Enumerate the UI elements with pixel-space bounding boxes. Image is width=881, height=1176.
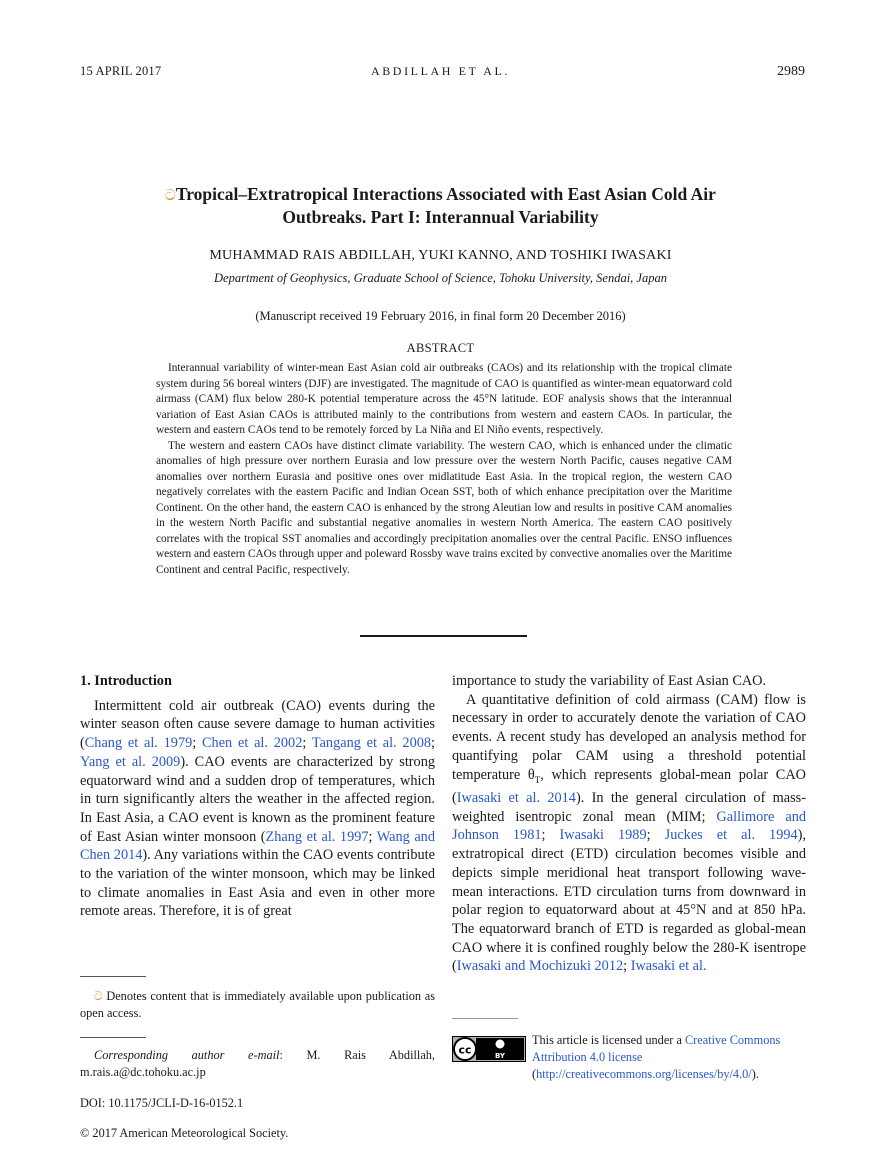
page-number: 2989 bbox=[777, 64, 805, 79]
license-link[interactable]: Creative Commons Attribution 4.0 license bbox=[532, 1033, 781, 1064]
citation-link[interactable]: Iwasaki 1989 bbox=[559, 827, 647, 844]
license-statement: This article is licensed under a Creative Commons Attribution 4.0 license (http://creativecommons.org/licenses/by/4.0/). bbox=[532, 1033, 781, 1081]
citation-link[interactable]: Iwasaki and Mochizuki 2012 bbox=[456, 958, 624, 975]
footnote-rule bbox=[80, 1037, 146, 1038]
creative-commons-by-icon[interactable] bbox=[452, 1036, 526, 1062]
svg-text:cc: cc bbox=[458, 1043, 472, 1057]
citation-link[interactable]: Wang and Chen 2014 bbox=[80, 828, 435, 864]
citation-link[interactable]: Yang et al. 2009 bbox=[80, 753, 181, 770]
citation-link[interactable]: Juckes et al. 1994 bbox=[664, 827, 798, 844]
title-line-1: Tropical–Extratropical Interactions Associated with East Asian Cold Air bbox=[175, 184, 716, 204]
abstract-body bbox=[156, 361, 732, 578]
intro-paragraph-1: Intermittent cold air outbreak (CAO) events during the winter season often cause severe damage to human activities (Chang et al. 1979; Chen et al. 2002; Tangang et al. 2008; Yang et al. 2009). CAO events are characterized by strong equatorward wind and a sudden drop of temperatures, which in turn significantly alters the weather in the affected region. In East Asia, a CAO event is known as the prominent feature of East Asian winter monsoon (Zhang et al. 1997; Wang and Chen 2014). Any variations within the CAO events contribute to the variation of the winter monsoon, which may be linked to climate anomalies in East Asia and even in other more remote areas. Therefore, it is of great bbox=[80, 697, 436, 920]
article-title bbox=[120, 183, 761, 228]
manuscript-dates: (Manuscript received 19 February 2016, in final form 20 December 2016) bbox=[255, 309, 626, 323]
open-access-icon: ට bbox=[94, 989, 103, 1003]
intro-paragraph-1-continued: importance to study the variability of East Asian CAO. bbox=[452, 673, 767, 689]
running-header-authors: ABDILLAH ET AL. bbox=[370, 64, 511, 78]
license-url-link[interactable]: http://creativecommons.org/licenses/by/4.0/ bbox=[536, 1067, 752, 1081]
doi: DOI: 10.1175/JCLI-D-16-0152.1 bbox=[80, 1096, 244, 1110]
citation-link[interactable]: Chang et al. 1979 bbox=[84, 735, 193, 752]
right-column bbox=[452, 672, 806, 976]
footnote-rule bbox=[80, 976, 146, 977]
open-access-footnote: ට Denotes content that is immediately available upon publication as open access. bbox=[80, 989, 436, 1020]
abstract-paragraph-2: The western and eastern CAOs have distinct climate variability. The western CAO, which is enhanced under the climatic anomalies of high pressure over northern Eurasia and low pressure over the western North Pacific, causes negative CAM anomalies over northern Eurasia and positive ones over midlatitude East Asia. In the tropical region, the western CAO negatively correlates with the eastern Pacific and Indian Ocean SST, both of which enhance precipitation over the Maritime Continent. On the other hand, the eastern CAO is enhanced by the strong Aleutian low and results in positive CAM anomalies in the western North Pacific and substantial negative anomalies in western North America. The eastern CAO positively correlates with the tropical SST anomalies and accordingly precipitation anomalies over the central Pacific. ENSO influences western and eastern CAOs through upper and poleward Rossby wave trains excited by convective anomalies over the Maritime Continent and central Pacific, respectively. bbox=[156, 439, 732, 576]
citation-link[interactable]: Gallimore and Johnson 1981 bbox=[452, 808, 806, 844]
intro-paragraph-2: A quantitative definition of cold airmass (CAM) flow is necessary in order to accurately denote the variation of CAO events. A recent study has developed an analysis method for quantifying polar CAM using a threshold potential temperature $\theta_T$, which represents global-mean polar CAO (Iwasaki et al. 2014). In the general circulation of mass-weighted isentropic zonal mean (MIM; Gallimore and Johnson 1981; Iwasaki 1989; Juckes et al. 1994), extratropical direct (ETD) circulation becomes visible and depicts simple meridional heat transport following wave-mean interactions. ETD circulation turns from downward in polar region to equatorward about at 45°N and at 850 hPa. The equatorward branch of ETD is regarded as global-mean CAO where it is confined roughly below the 280-K isentrope (Iwasaki and Mochizuki 2012; Iwasaki et al. bbox=[452, 691, 806, 975]
section-divider bbox=[360, 635, 527, 637]
affiliation: Department of Geophysics, Graduate School of Science, Tohoku University, Sendai, Japan bbox=[214, 271, 667, 285]
left-column bbox=[80, 672, 435, 921]
citation-link[interactable]: Iwasaki et al. bbox=[630, 958, 707, 975]
citation-link[interactable]: Chen et al. 2002 bbox=[202, 735, 303, 752]
author-list: MUHAMMAD RAIS ABDILLAH, YUKI KANNO, AND TOSHIKI IWASAKI bbox=[209, 248, 672, 263]
abstract-heading: ABSTRACT bbox=[406, 341, 475, 355]
abstract-paragraph-1: Interannual variability of winter-mean East Asian cold air outbreaks (CAOs) and its relationship with the tropical climate system during 56 boreal winters (DJF) are investigated. The magnitude of CAO is quantified as winter-mean equatorward cold airmass (CAM) flux below 280-K potential temperature across the 45°N latitude. EOF analysis shows that the interannual variation of East Asian CAOs is attributed mainly to the contributions from western and eastern CAOs. In particular, the western and eastern CAOs tend to be remotely forced by La Niña and El Niño events, respectively. bbox=[156, 362, 732, 436]
citation-link[interactable]: Zhang et al. 1997 bbox=[265, 828, 369, 845]
citation-link[interactable]: Tangang et al. 2008 bbox=[311, 735, 432, 752]
license-rule bbox=[452, 1018, 518, 1019]
section-heading-introduction: 1. Introduction bbox=[80, 673, 172, 689]
citation-link[interactable]: Iwasaki et al. 2014 bbox=[456, 790, 576, 807]
copyright: © 2017 American Meteorological Society. bbox=[80, 1126, 289, 1140]
running-header-date: 15 APRIL 2017 bbox=[80, 64, 162, 78]
open-access-icon: ට bbox=[165, 186, 176, 204]
title-line-2: Outbreaks. Part I: Interannual Variability bbox=[282, 207, 599, 227]
svg-text:BY: BY bbox=[494, 1052, 506, 1060]
corresponding-author: Corresponding author e-mail: M. Rais Abdillah, m.rais.a@dc.tohoku.ac.jp bbox=[80, 1048, 435, 1079]
